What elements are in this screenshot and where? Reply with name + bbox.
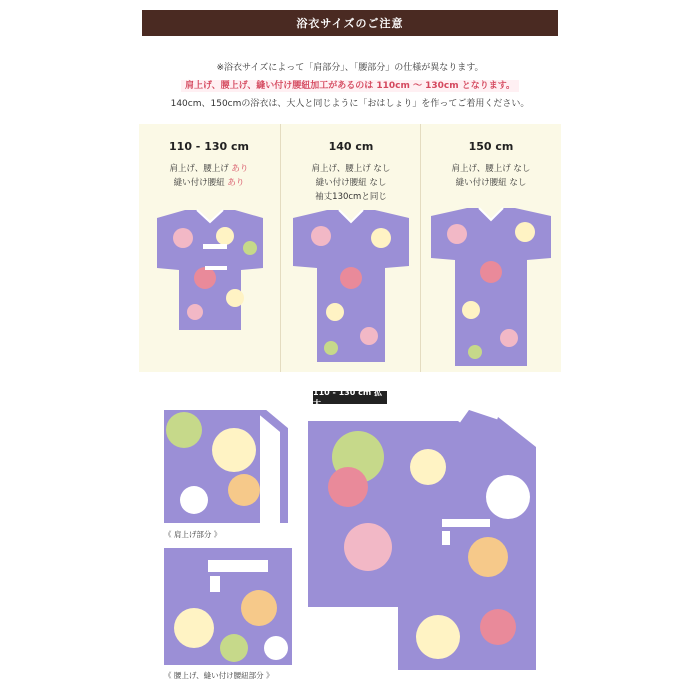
spec-value: なし — [513, 164, 531, 174]
size-spec-lines — [281, 162, 421, 204]
size-spec-lines — [421, 162, 561, 190]
section-header — [142, 10, 558, 36]
size-column-140 — [280, 124, 421, 372]
spec-label: 縫い付け腰紐 — [173, 178, 228, 188]
notice-line-2-text: 肩上げ、腰上げ、縫い付け腰紐加工があるのは 110cm 〜 130cm となります。 — [181, 80, 519, 92]
spec-label: 肩上げ、腰上げ — [311, 164, 374, 174]
size-title: 110 - 130 cm — [169, 140, 249, 153]
size-spec-line — [281, 190, 421, 204]
size-spec-line — [281, 162, 421, 176]
section-title: 浴衣サイズのご注意 — [296, 17, 404, 30]
size-spec-line — [421, 162, 561, 176]
size-spec-line — [281, 176, 421, 190]
spec-label: 袖丈130cmと同じ — [315, 192, 387, 202]
spec-value: なし — [369, 178, 387, 188]
spec-label: 肩上げ、腰上げ — [169, 164, 232, 174]
waist-detail-photo — [164, 548, 292, 665]
spec-value: あり — [231, 164, 249, 174]
spec-label: 縫い付け腰紐 — [455, 178, 510, 188]
waist-caption: 《 腰上げ、縫い付け腰紐部分 》 — [164, 671, 274, 680]
size-column-110-130 — [139, 124, 279, 372]
kimono-illustration-140 — [291, 208, 411, 364]
spec-value: なし — [373, 164, 391, 174]
spec-label: 肩上げ、腰上げ — [451, 164, 514, 174]
zoomed-kimono-photo — [308, 407, 536, 670]
size-spec-line — [421, 176, 561, 190]
notice-line-1: ※浴衣サイズによって「肩部分」、「腰部分」の仕様が異なります。 — [216, 63, 484, 73]
shoulder-caption: 《 肩上げ部分 》 — [164, 530, 222, 539]
shoulder-detail-photo — [164, 410, 292, 523]
kimono-illustration-150 — [429, 206, 553, 368]
size-spec-line — [139, 176, 279, 190]
notice-line-3: 140cm、150cmの浴衣は、大人と同じように「おはしょり」を作ってご着用ください。 — [170, 99, 530, 109]
size-title: 140 cm — [328, 140, 374, 153]
spec-value: なし — [509, 178, 527, 188]
size-spec-lines — [139, 162, 279, 190]
size-title: 150 cm — [468, 140, 514, 153]
size-column-150 — [420, 124, 561, 372]
kimono-illustration-110-130 — [155, 208, 265, 332]
size-spec-line — [139, 162, 279, 176]
spec-value: あり — [227, 178, 245, 188]
notice-line-2 — [0, 78, 700, 91]
zoom-label: 110 - 130 cm 拡大 — [313, 391, 387, 404]
spec-label: 縫い付け腰紐 — [315, 178, 370, 188]
size-comparison-panel — [139, 124, 561, 372]
